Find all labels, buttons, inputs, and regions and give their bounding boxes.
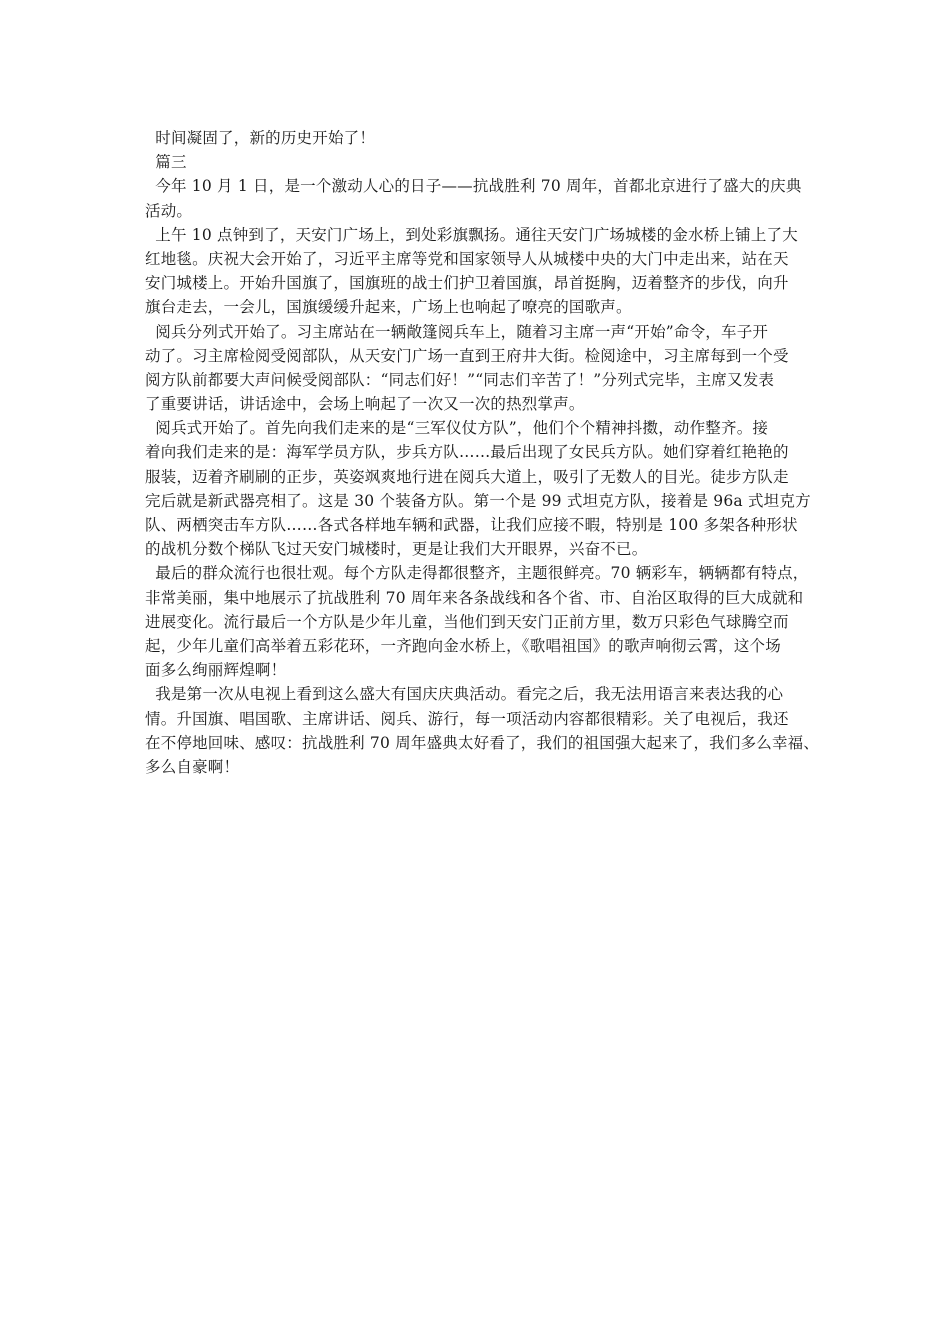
text-line: 时间凝固了，新的历史开始了！ [145, 129, 376, 147]
text-line: 今年 10 月 1 日，是一个激动人心的日子——抗战胜利 70 周年，首都北京进行了盛大的庆典 [145, 177, 802, 196]
text-line: 进展变化。流行最后一个方队是少年儿童，当他们到天安门正前方里，数万只彩色气球腾空而 [145, 612, 789, 631]
text-line: 队、两栖突击车方队……各式各样地车辆和武器，让我们应接不暇，特别是 100 多架各种形状 [145, 516, 798, 534]
text-line: 多么自豪啊！ [145, 757, 240, 776]
text-line: 旗台走去，一会儿，国旗缓缓升起来，广场上也响起了嘹亮的国歌声。 [145, 298, 632, 317]
text-line: 动了。习主席检阅受阅部队，从天安门广场一直到王府井大街。检阅途中，习主席每到一个受 [145, 346, 789, 365]
text-line: 完后就是新武器亮相了。这是 30 个装备方队。第一个是 99 式坦克方队，接着是 96a 式坦克方 [145, 491, 811, 510]
text-line: 上午 10 点钟到了，天安门广场上，到处彩旗飘扬。通往天安门广场城楼的金水桥上铺上了大 [145, 225, 798, 244]
text-line: 的战机分数个梯队飞过天安门城楼时，更是让我们大开眼界，兴奋不已。 [145, 540, 648, 559]
text-line: 活动。 [145, 201, 193, 220]
text-line: 了重要讲话，讲话途中，会场上响起了一次又一次的热烈掌声。 [145, 395, 585, 414]
text-line: 红地毯。庆祝大会开始了，习近平主席等党和国家领导人从城楼中央的大门中走出来，站在天 [145, 249, 789, 268]
text-line: 着向我们走来的是：海军学员方队，步兵方队……最后出现了女民兵方队。她们穿着红艳艳的 [145, 443, 789, 462]
text-line: 安门城楼上。开始升国旗了，国旗班的战士们护卫着国旗，昂首挺胸，迈着整齐的步伐，向升 [145, 274, 789, 293]
text-line: 阅方队前都要大声问候受阅部队：“同志们好！”“同志们辛苦了！”分列式完毕，主席又发表 [145, 370, 775, 389]
section-heading: 篇三 [145, 153, 187, 172]
text-line: 服装，迈着齐刷刷的正步，英姿飒爽地行进在阅兵大道上，吸引了无数人的目光。徒步方队走 [145, 467, 789, 486]
text-line: 起，少年儿童们高举着五彩花环，一齐跑向金水桥上，《歌唱祖国》的歌声响彻云霄，这个场 [145, 636, 781, 655]
text-line: 在不停地回味、感叹：抗战胜利 70 周年盛典太好看了，我们的祖国强大起来了，我们多么幸福、 [145, 733, 820, 752]
text-line: 非常美丽，集中地展示了抗战胜利 70 周年来各条战线和各个省、市、自治区取得的巨大成就和 [145, 588, 804, 607]
text-line: 最后的群众流行也很壮观。每个方队走得都很整齐，主题很鲜亮。70 辆彩车，辆辆都有特点， [145, 564, 809, 583]
text-line: 情。升国旗、唱国歌、主席讲话、阅兵、游行，每一项活动内容都很精彩。关了电视后，我还 [145, 709, 789, 728]
text-line: 我是第一次从电视上看到这么盛大有国庆庆典活动。看完之后，我无法用语言来表达我的心 [145, 685, 784, 704]
text-line: 阅兵式开始了。首先向我们走来的是“三军仪仗方队”，他们个个精神抖擞，动作整齐。接 [145, 419, 769, 438]
document-body [145, 126, 820, 779]
text-line: 面多么绚丽辉煌啊！ [145, 661, 287, 680]
text-line: 阅兵分列式开始了。习主席站在一辆敞篷阅兵车上，随着习主席一声“开始”命令，车子开 [145, 322, 769, 341]
